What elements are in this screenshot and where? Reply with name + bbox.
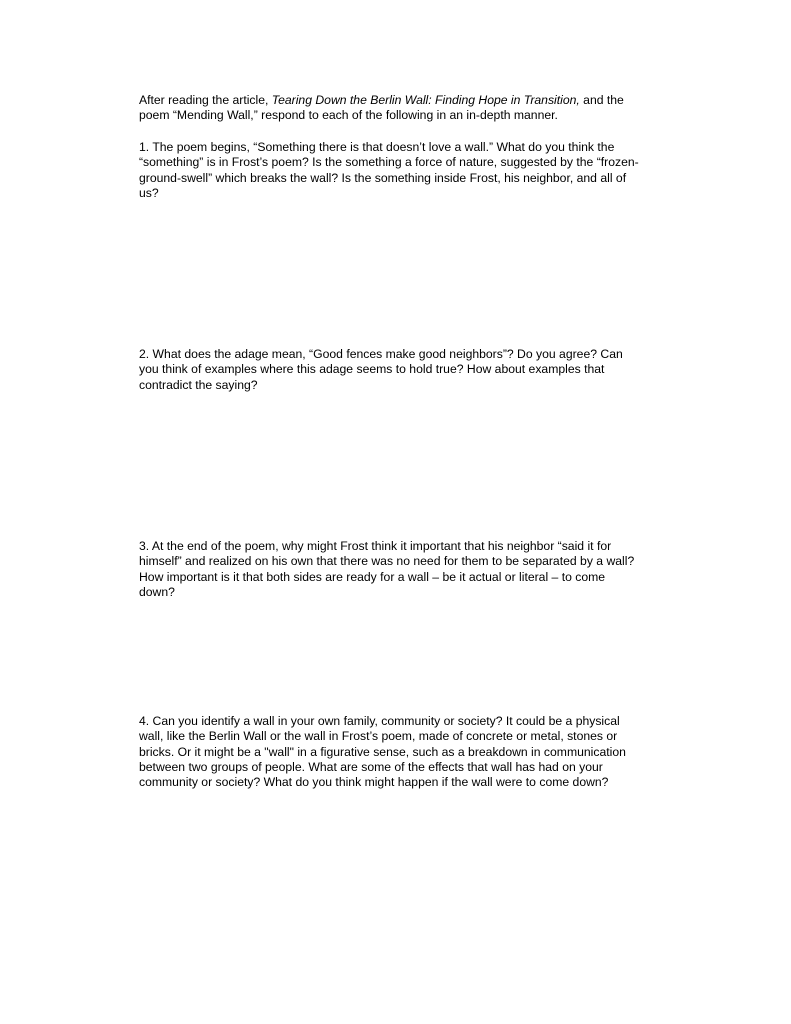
question-line: himself” and realized on his own that there was no need for them to be separated by a wall?: [139, 554, 635, 569]
intro-prefix: After reading the article,: [139, 93, 272, 107]
question-line: us?: [139, 185, 159, 200]
question-line: you think of examples where this adage seems to hold true? How about examples that: [139, 362, 605, 377]
intro-paragraph: [139, 93, 679, 124]
question-line: bricks. Or it might be a "wall" in a figurative sense, such as a breakdown in communication: [139, 744, 626, 759]
question-line: 1. The poem begins, “Something there is that doesn’t love a wall.” What do you think the: [139, 140, 615, 154]
question-4: [139, 714, 679, 790]
question-line: How important is it that both sides are ready for a wall – be it actual or literal – to come: [139, 569, 606, 584]
question-line: contradict the saying?: [139, 377, 258, 392]
question-line: between two groups of people. What are some of the effects that wall has had on your: [139, 759, 603, 774]
article-title: Tearing Down the Berlin Wall: Finding Hope in Transition,: [271, 93, 580, 107]
intro-line-2: poem “Mending Wall,” respond to each of the following in an in-depth manner.: [139, 108, 558, 123]
intro-line-1: [139, 93, 679, 108]
question-line: 3. At the end of the poem, why might Frost think it important that his neighbor “said it for: [139, 539, 612, 553]
question-1: [139, 140, 679, 201]
intro-suffix: and the: [579, 93, 624, 107]
question-2: [139, 347, 679, 393]
question-line: 4. Can you identify a wall in your own family, community or society? It could be a physical: [139, 714, 620, 728]
question-line: community or society? What do you think might happen if the wall were to come down?: [139, 775, 609, 790]
question-line: wall, like the Berlin Wall or the wall in Frost’s poem, made of concrete or metal, stones or: [139, 729, 618, 744]
question-line: ground-swell” which breaks the wall? Is the something inside Frost, his neighbor, and all of: [139, 170, 627, 185]
question-line: “something” is in Frost’s poem? Is the something a force of nature, suggested by the “frozen-: [139, 155, 639, 170]
question-line: down?: [139, 584, 175, 599]
question-line: 2. What does the adage mean, “Good fences make good neighbors”? Do you agree? Can: [139, 347, 623, 361]
question-3: [139, 539, 679, 600]
